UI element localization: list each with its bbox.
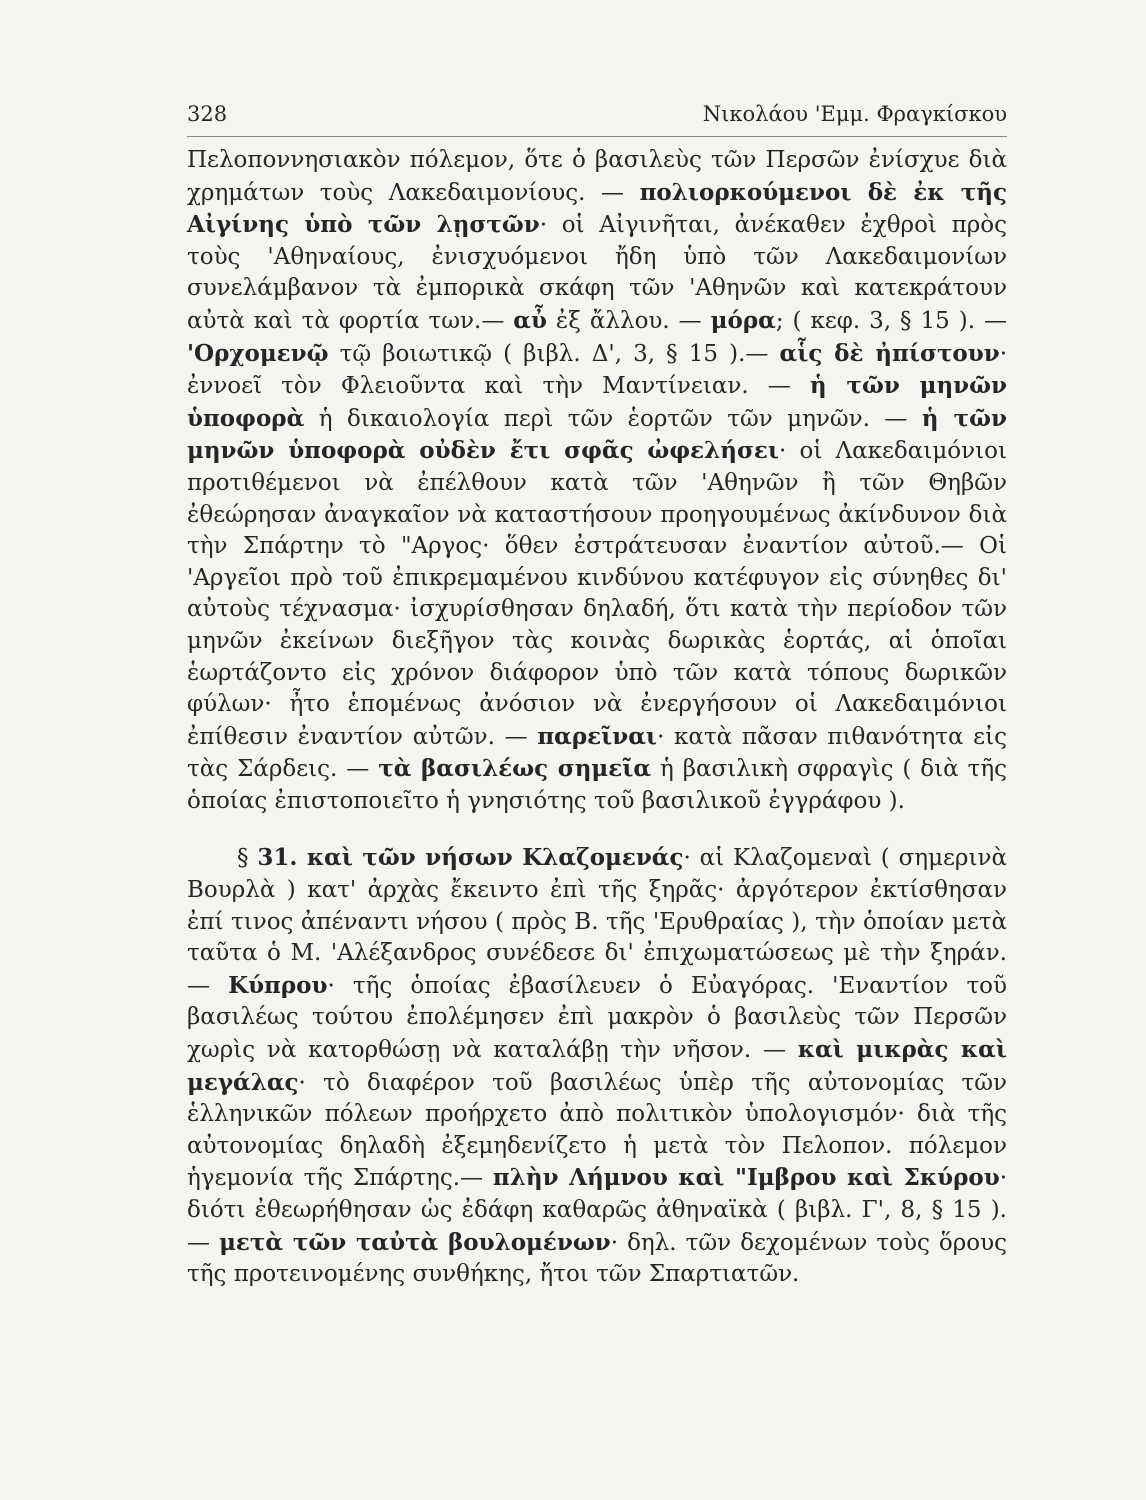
commentary-text-run: · κατὰ πᾶσαν πιθανότητα εἰς τὰς Σάρδεις. — <box>187 723 1007 783</box>
lemma-bold: παρεῖναι <box>537 722 658 750</box>
commentary-text-run: Πελοποννησιακὸν πόλεμον, ὅτε ὁ βασιλεὺς τῶν Περσῶν ἐνίσχυε διὰ χρημάτων τοὺς Λακεδαιμονίους. — <box>187 147 1007 206</box>
paragraph <box>187 842 1007 1290</box>
lemma-bold: 'Ορχομενῷ <box>187 339 329 367</box>
lemma-bold: 31. καὶ τῶν νήσων Κλαζομενάς <box>257 844 684 872</box>
page-number: 328 <box>187 102 228 126</box>
commentary-text-run: ; ( κεφ. 3, § 15 ). — <box>775 307 1007 334</box>
paragraph <box>187 145 1007 817</box>
lemma-bold: ἡ τῶν μηνῶν ὑποφορὰ οὐδὲν ἔτι σφᾶς ὠφελήσει <box>187 404 1007 465</box>
commentary-text-run: · ἐννοεῖ τὸν Φλειοῦντα καὶ τὴν Μαντίνειαν. — <box>187 340 1007 400</box>
commentary-text-run: · διότι ἐθεωρήθησαν ὡς ἐδάφη καθαρῶς ἀθηναϊκὰ ( βιβλ. Γ', 8, § 15 ). — <box>187 1165 1007 1256</box>
commentary-text-run: § <box>237 845 258 872</box>
lemma-bold: τὰ βασιλέως σημεῖα <box>378 755 652 783</box>
lemma-bold: πλὴν Λήμνου καὶ "Ιμβρου καὶ Σκύρου <box>492 1164 1000 1192</box>
lemma-bold: μόρα <box>710 306 776 334</box>
lemma-bold: Κύπρου <box>228 971 328 999</box>
commentary-text-run: · τῆς ὁποίας ἐβασίλευεν ὁ Εὐαγόρας. 'Εναντίον τοῦ βασιλέως τούτου ἐπολέμησεν ἐπὶ μακρὸν ὁ βασιλεὺς τῶν Περσῶν χωρὶς νὰ κατορθώσῃ νὰ καταλάβῃ τὴν νῆσον. — <box>187 972 1007 1064</box>
commentary-text-run: ἡ δικαιολογία περὶ τῶν ἑορτῶν τῶν μηνῶν. — <box>304 405 922 432</box>
lemma-bold: αὖ <box>513 306 547 334</box>
lemma-bold: αἷς δὲ ἠπίστουν <box>779 339 1000 367</box>
commentary-text-run: · αἱ Κλαζομεναὶ ( σημερινὰ Βουρλὰ ) κατ' ἀρχὰς ἔκειντο ἐπὶ τῆς ξηρᾶς· ἀργότερον ἐκτίσθησαν ἐπί τινος ἀπέναντι νήσου ( πρὸς Β. τῆς 'Ερυθραίας ), τὴν ὁποίαν μετὰ ταῦτα ὁ Μ. 'Αλέξανδρος συνέδεσε δι' ἐπιχωματώσεως μὲ τὴν ξηράν.— <box>187 845 1007 999</box>
commentary-text-run: · οἱ Λακεδαιμόνιοι προτιθέμενοι νὰ ἐπέλθουν κατὰ τῶν 'Αθηνῶν ἢ τῶν Θηβῶν ἐθεώρησαν ἀναγκαῖον νὰ καταστήσουν προηγουμένως ἀκίνδυνον διὰ τὴν Σπάρτην τὸ "Αργος· ὅθεν ἐστράτευσαν ἐναντίον αὐτοῦ.— Οἱ 'Αργεῖοι πρὸ τοῦ ἐπικρεμαμένου κινδύνου κατέφυγον εἰς σύνηθες δι' αὐτοὺς τέχνασμα· ἰσχυρίσθησαν δηλαδή, ὅτι κατὰ τὴν περίοδον τῶν μηνῶν ἐκείνων διεξῆγον τὰς κοινὰς δωρικὰς ἑορτάς, αἱ ὁποῖαι ἑωρτάζοντο εἰς χρόνον διάφορον ὑπὸ τῶν κατὰ τόπους δωρικῶν φύλων· ἦτο ἑπομένως ἀνόσιον νὰ ἐνεργήσουν οἱ Λακεδαιμόνιοι ἐπίθεσιν ἐναντίον αὐτῶν. — <box>187 438 1007 750</box>
commentary-text <box>187 145 1007 1291</box>
page-header <box>187 102 1007 126</box>
commentary-text-run: τῷ βοιωτικῷ ( βιβλ. Δ', 3, § 15 ).— <box>328 340 780 367</box>
lemma-bold: ἡ τῶν μηνῶν ὑποφορὰ <box>187 372 1007 432</box>
lemma-bold: μετὰ τῶν ταὐτὰ βουλομένων <box>219 1228 611 1256</box>
commentary-text-run: · δηλ. τῶν δεχομένων τοὺς ὅρους τῆς προτεινομένης συνθήκης, ἤτοι τῶν Σπαρτιατῶν. <box>187 1229 1007 1288</box>
lemma-bold: πολιορκούμενοι δὲ ἐκ τῆς Αἰγίνης ὑπὸ τῶν λῃστῶν <box>187 178 1007 239</box>
lemma-bold: καὶ μικρὰς καὶ μεγάλας <box>187 1036 1007 1096</box>
commentary-text-run: · οἱ Αἰγινῆται, ἀνέκαθεν ἐχθροὶ πρὸς τοὺς 'Αθηναίους, ἐνισχυόμενοι ἤδη ὑπὸ τῶν Λακεδαιμονίων συνελάμβανον τὰ ἐμπορικὰ σκάφη τῶν 'Αθηνῶν καὶ κατεκράτουν αὐτὰ καὶ τὰ φορτία των.— <box>187 212 1007 334</box>
running-title: Νικολάου 'Εμμ. Φραγκίσκου <box>702 102 1007 126</box>
commentary-text-run: ἡ βασιλικὴ σφραγὶς ( διὰ τῆς ὁποίας ἐπιστοποιεῖτο ἡ γνησιότης τοῦ βασιλικοῦ ἐγγράφου ). <box>187 756 1008 814</box>
commentary-text-run: ἐξ ἄλλου. — <box>546 307 711 334</box>
commentary-text-run: · τὸ διαφέρον τοῦ βασιλέως ὑπὲρ τῆς αὐτονομίας τῶν ἑλληνικῶν πόλεων προήρχετο ἀπὸ πολιτικὸν ὑπολογισμόν· διὰ τῆς αὐτονομίας δηλαδὴ ἐξεμηδενίζετο ἡ μετὰ τὸν Πελοπον. πόλεμον ἡγεμονία τῆς Σπάρτης.— <box>187 1069 1007 1192</box>
header-rule <box>187 136 1007 137</box>
